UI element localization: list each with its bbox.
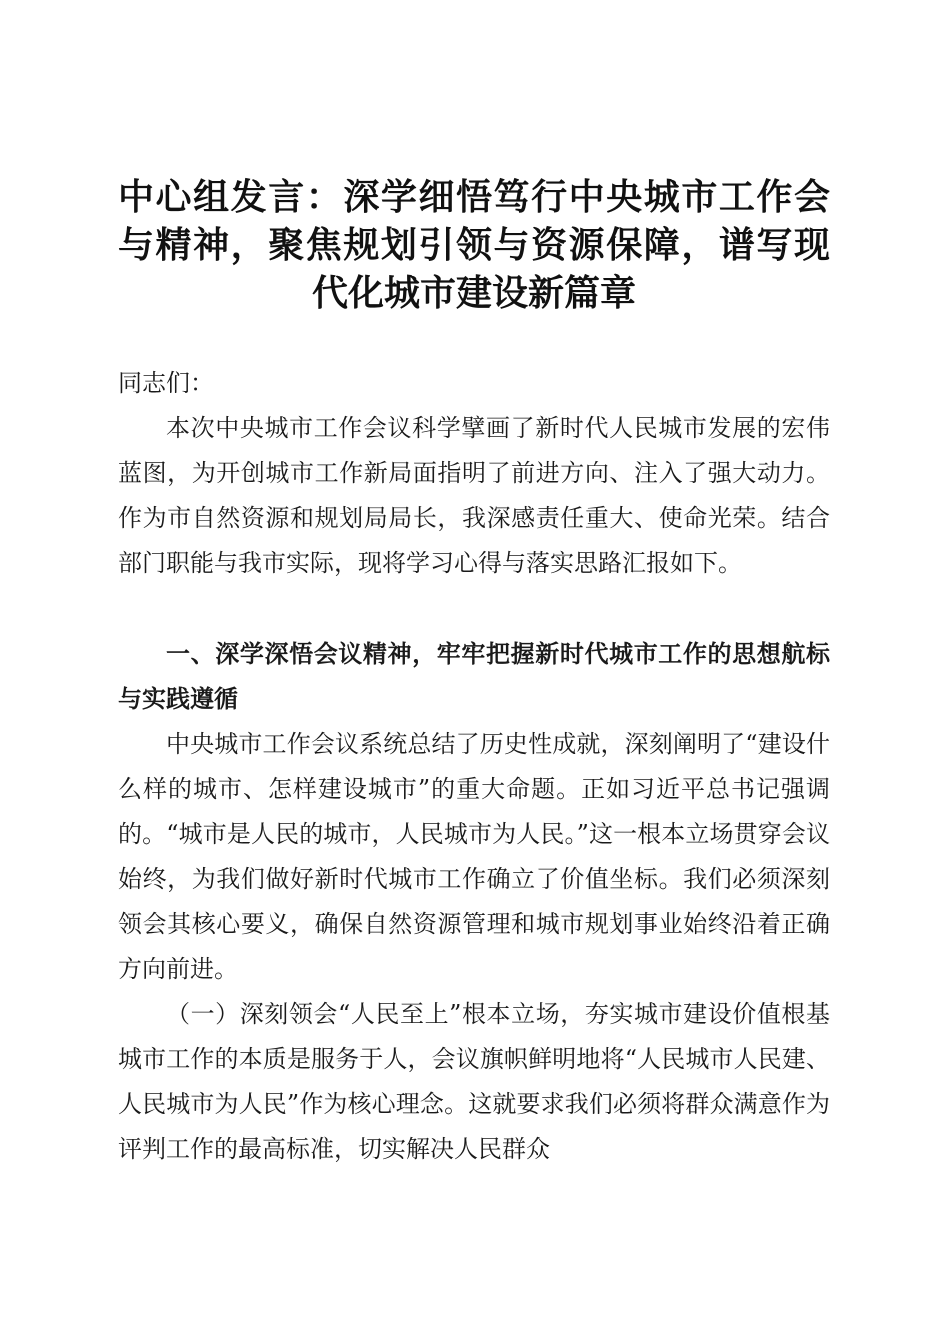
section-heading: 一、深学深悟会议精神，牢牢把握新时代城市工作的思想航标与实践遵循: [118, 640, 830, 713]
body-paragraph: 本次中央城市工作会议科学擘画了新时代人民城市发展的宏伟蓝图，为开创城市工作新局面指明了前进方向、注入了强大动力。作为市自然资源和规划局局长，我深感责任重大、使命光荣。结合部门职能与我市实际，现将学习心得与落实思路汇报如下。: [118, 414, 830, 577]
salutation: 同志们：: [118, 369, 214, 397]
body-paragraph: 中央城市工作会议系统总结了历史性成就，深刻阐明了“建设什么样的城市、怎样建设城市”的重大命题。正如习近平总书记强调的。“城市是人民的城市，人民城市为人民。”这一根本立场贯穿会议始终，为我们做好新时代城市工作确立了价值坐标。我们必须深刻领会其核心要义，确保自然资源管理和城市规划事业始终沿着正确方向前进。: [118, 730, 830, 983]
subsection-paragraph: （一）深刻领会“人民至上”根本立场，夯实城市建设价值根基城市工作的本质是服务于人，会议旗帜鲜明地将“人民城市人民建、人民城市为人民”作为核心理念。这就要求我们必须将群众满意作为评判工作的最高标准，切实解决人民群众: [118, 1000, 830, 1163]
document-title: 中心组发言：深学细悟笃行中央城市工作会与精神，聚焦规划引领与资源保障，谱写现代化城市建设新篇章: [118, 176, 830, 314]
